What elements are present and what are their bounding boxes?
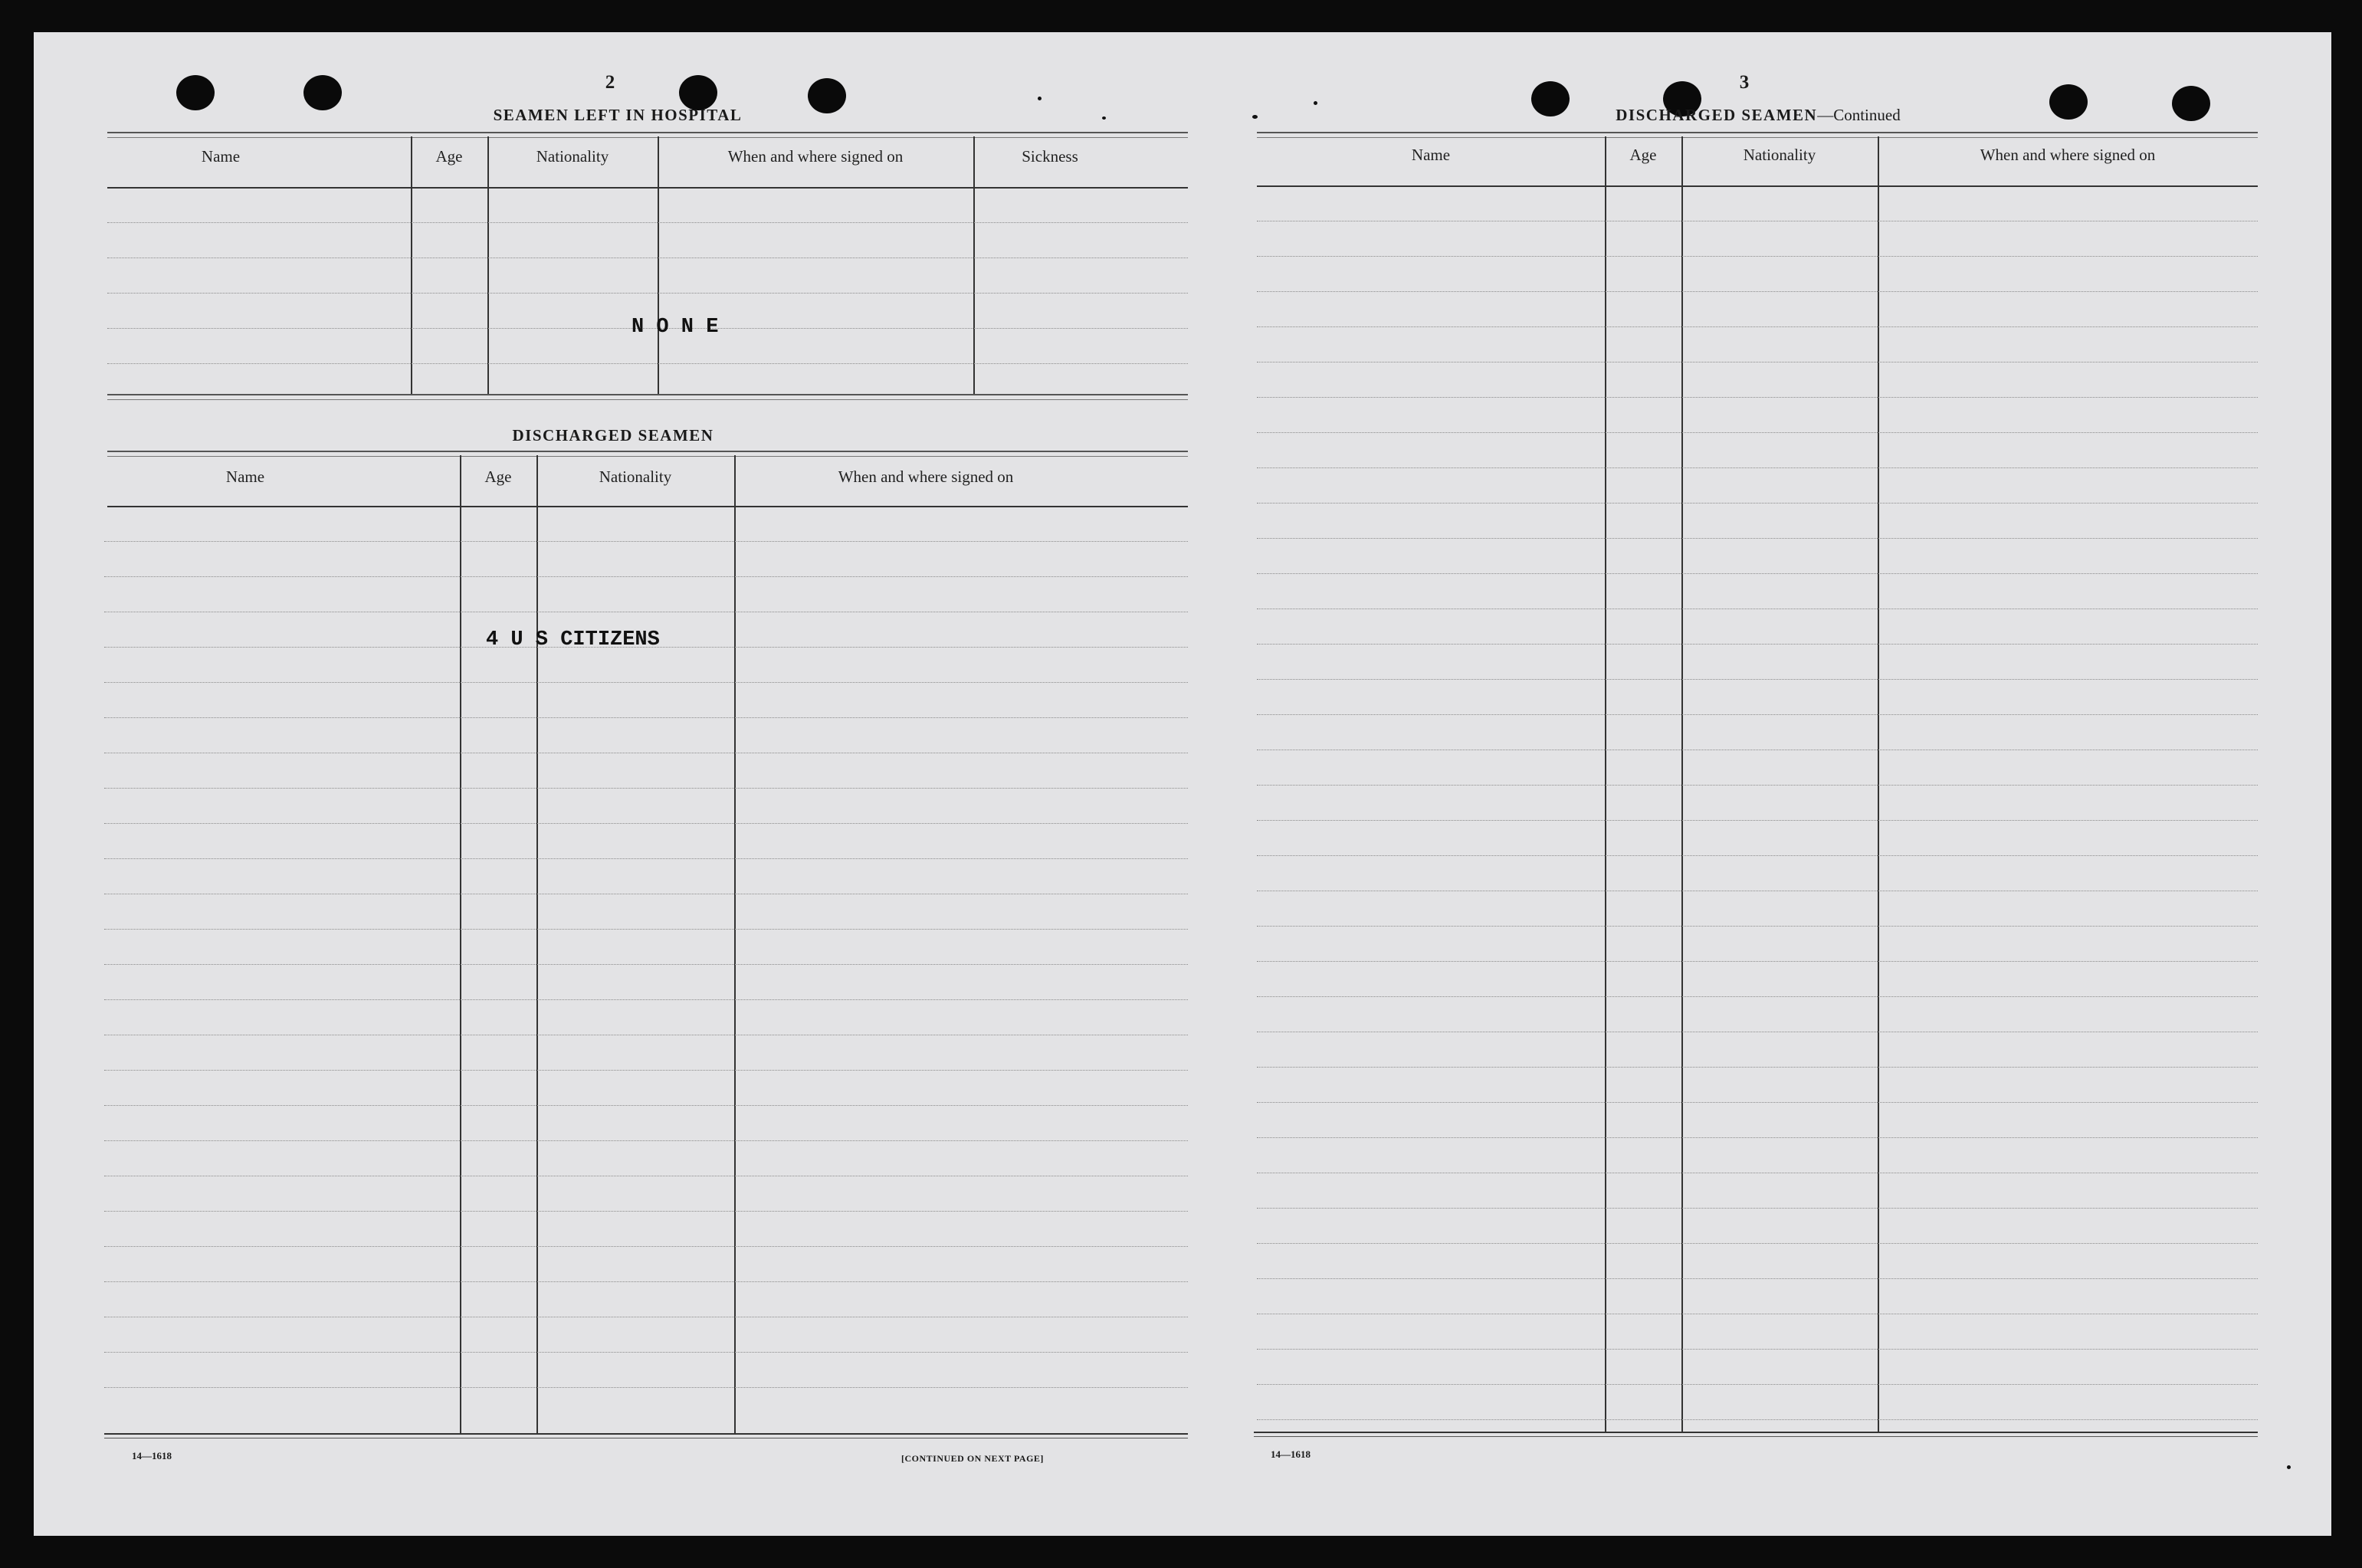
entry-line [104, 1387, 1188, 1388]
entry-line [104, 1246, 1188, 1247]
entry-line [1257, 1102, 2258, 1103]
entry-line [1257, 467, 2258, 468]
entry-line [104, 858, 1188, 859]
discharged-top-rule [107, 451, 1188, 457]
right-col-divider [1878, 136, 1879, 1432]
discharged-header-rule [107, 506, 1188, 507]
punch-hole [176, 75, 215, 110]
entry-line [104, 929, 1188, 930]
entry-line [104, 541, 1188, 542]
col-header-when-where: When and where signed on [838, 467, 1014, 486]
entry-line [1257, 1419, 2258, 1420]
col-header-name: Name [225, 467, 265, 486]
col-header-name: Name [1411, 146, 1451, 164]
hospital-col-divider [411, 136, 412, 394]
punch-hole [303, 75, 342, 110]
col-header-age: Age [1629, 146, 1657, 164]
entry-line [1257, 1278, 2258, 1279]
hospital-header-rule [107, 187, 1188, 189]
entry-line [1257, 326, 2258, 327]
discharged-bottom-rule [104, 1433, 1188, 1435]
speck [2287, 1465, 2291, 1469]
punch-hole [2049, 84, 2088, 120]
entry-line [1257, 1384, 2258, 1385]
entry-line [1257, 1243, 2258, 1244]
entry-line [1257, 573, 2258, 574]
entry-line [1257, 397, 2258, 398]
entry-line [1257, 291, 2258, 292]
entry-line [1257, 644, 2258, 645]
entry-line [1257, 820, 2258, 821]
form-number-right: 14—1618 [1271, 1448, 1311, 1460]
speck [1252, 115, 1258, 119]
document-sheet [34, 32, 2331, 1536]
discharged-section-title: DISCHARGED SEAMEN [512, 426, 714, 444]
discharged-entry: 4 U S CITIZENS [486, 628, 660, 651]
entry-line [104, 823, 1188, 824]
entry-line [104, 1211, 1188, 1212]
entry-line [107, 222, 1188, 223]
col-header-name: Name [201, 147, 241, 166]
hospital-col-divider [487, 136, 489, 394]
entry-line [1257, 926, 2258, 927]
entry-line [104, 576, 1188, 577]
hospital-entry: N O N E [632, 316, 719, 339]
col-header-nationality: Nationality [536, 147, 609, 166]
punch-hole [1531, 81, 1570, 116]
entry-line [107, 293, 1188, 294]
top-double-rule [107, 132, 1188, 138]
entry-line [104, 1352, 1188, 1353]
entry-line [1257, 1349, 2258, 1350]
right-title-suffix: —Continued [1817, 106, 1901, 124]
entry-line [104, 964, 1188, 965]
right-section-title [1597, 106, 1919, 125]
entry-line [1257, 996, 2258, 997]
entry-line [104, 682, 1188, 683]
entry-line [104, 788, 1188, 789]
entry-line [1257, 1137, 2258, 1138]
entry-line [104, 717, 1188, 718]
discharged-col-divider [734, 455, 736, 1433]
speck [1038, 97, 1042, 100]
hospital-col-divider [973, 136, 975, 394]
right-col-divider [1605, 136, 1606, 1432]
entry-line [1257, 1208, 2258, 1209]
entry-line [1257, 503, 2258, 504]
discharged-col-divider [536, 455, 538, 1433]
entry-line [1257, 256, 2258, 257]
hospital-col-divider [658, 136, 659, 394]
form-number-left: 14—1618 [132, 1450, 172, 1461]
col-header-when-where: When and where signed on [727, 147, 904, 166]
col-header-sickness: Sickness [1022, 147, 1078, 166]
entry-line [1257, 785, 2258, 786]
right-col-divider [1681, 136, 1683, 1432]
page-number-right: 3 [1739, 72, 1750, 93]
entry-line [1257, 1067, 2258, 1068]
col-header-age: Age [484, 467, 512, 486]
entry-line [104, 1281, 1188, 1282]
hospital-section-title: SEAMEN LEFT IN HOSPITAL [493, 106, 743, 124]
col-header-when-where: When and where signed on [1980, 146, 2156, 164]
punch-hole [808, 78, 846, 113]
entry-line [107, 363, 1188, 364]
right-bottom-rule [1254, 1432, 2258, 1433]
entry-line [1257, 714, 2258, 715]
continued-note: [CONTINUED ON NEXT PAGE] [901, 1453, 1044, 1464]
right-header-rule [1257, 185, 2258, 187]
entry-line [1257, 432, 2258, 433]
speck [1102, 116, 1106, 120]
right-bottom-rule-inner [1254, 1436, 2258, 1437]
entry-line [104, 1070, 1188, 1071]
entry-line [1257, 679, 2258, 680]
col-header-nationality: Nationality [1743, 146, 1816, 164]
entry-line [1257, 855, 2258, 856]
hospital-bottom-rule [107, 394, 1188, 400]
discharged-col-divider [460, 455, 461, 1433]
col-header-age: Age [435, 147, 463, 166]
entry-line [104, 1140, 1188, 1141]
entry-line [104, 999, 1188, 1000]
punch-hole [2172, 86, 2210, 121]
entry-line [104, 1105, 1188, 1106]
entry-line [1257, 961, 2258, 962]
page-number-left: 2 [605, 72, 615, 93]
right-title-text: DISCHARGED SEAMEN [1616, 106, 1818, 124]
entry-line [1257, 538, 2258, 539]
right-top-rule [1257, 132, 2258, 138]
col-header-nationality: Nationality [599, 467, 672, 486]
speck [1314, 101, 1317, 105]
